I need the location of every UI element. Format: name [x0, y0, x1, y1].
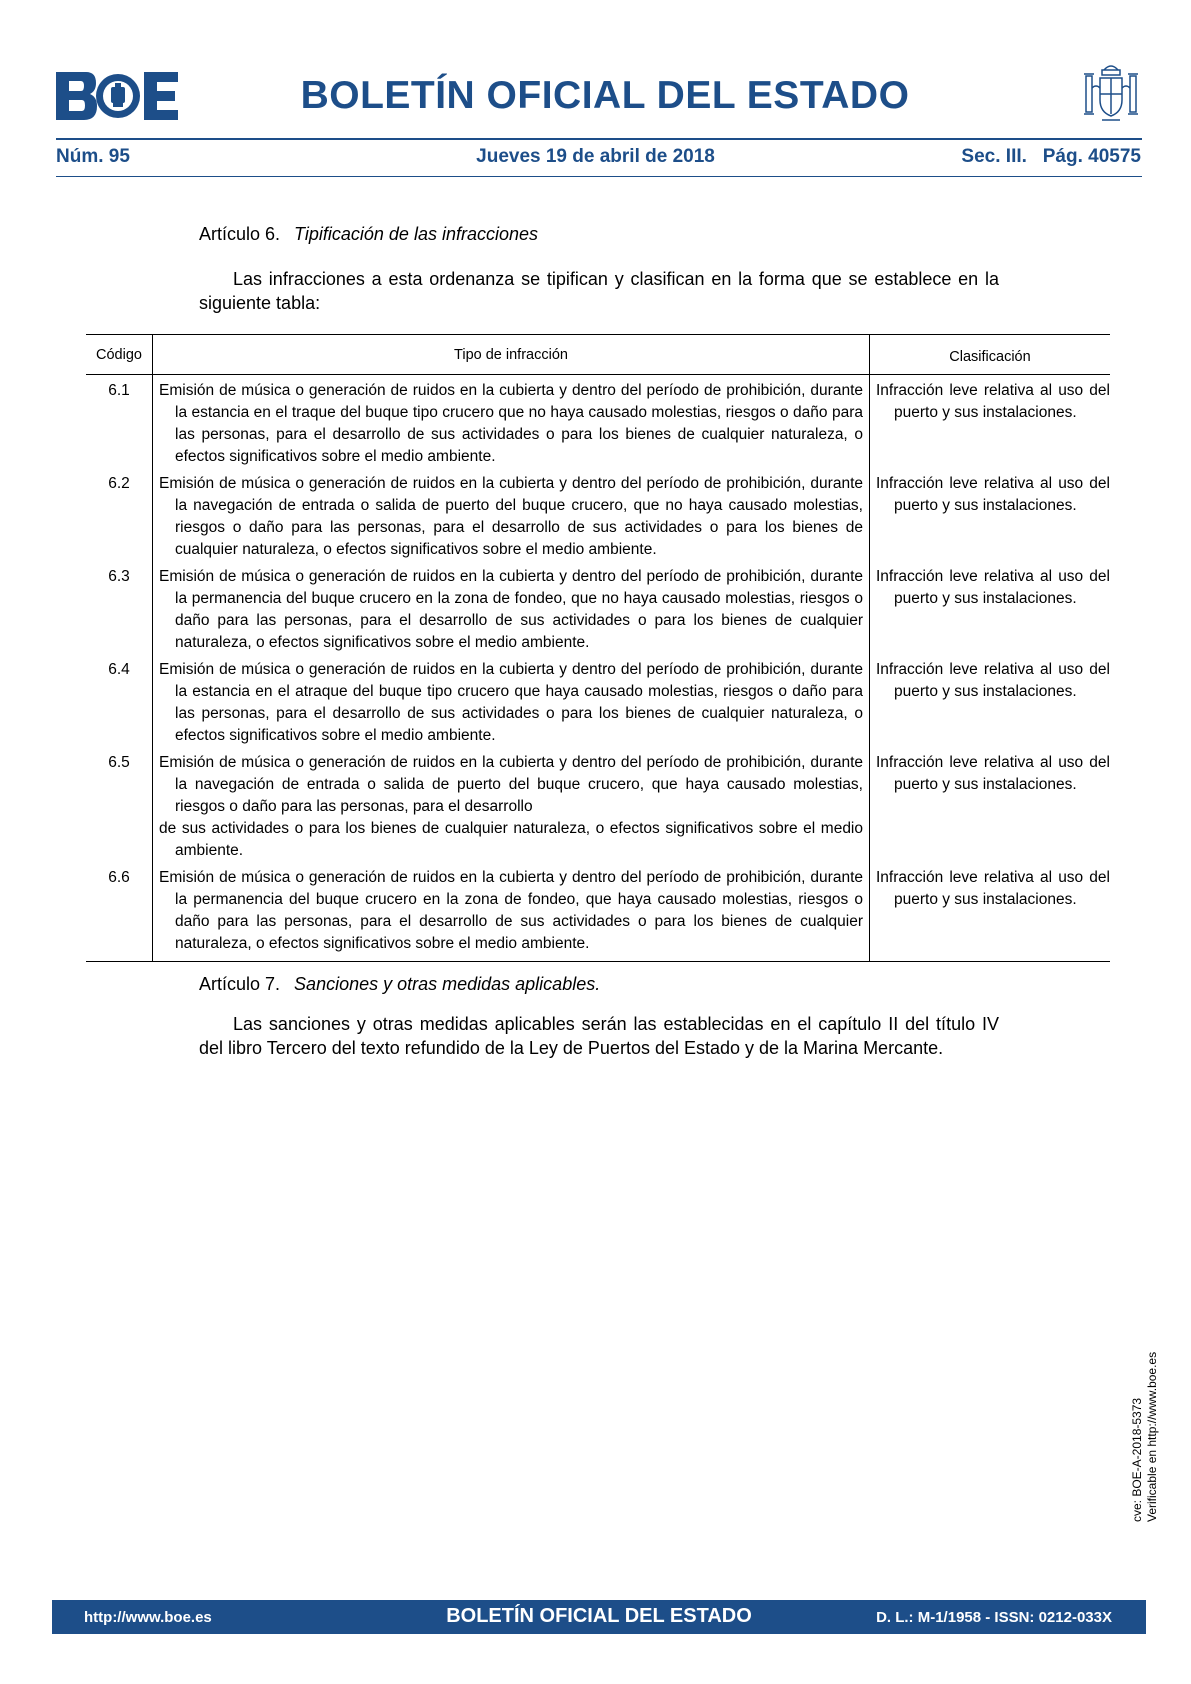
header-type: Tipo de infracción [153, 335, 870, 375]
issue-number: Núm. 95 [56, 146, 130, 167]
row-description: Emisión de música o generación de ruidos en la cubierta y dentro del período de prohibición, durante la navegación de entrada o salida de puerto del buque crucero, que haya causado molestias, riesgos o daño para las personas, para el desarrollo [159, 754, 863, 815]
section-page [961, 146, 1141, 168]
article-6-label: Artículo 6. [199, 224, 281, 244]
section: Sec. III. [961, 146, 1027, 167]
table-header-row [86, 335, 1110, 375]
table-row [86, 654, 1110, 747]
table-row [86, 561, 1110, 654]
row-description-continued: de sus actividades o para los bienes de cualquier naturaleza, o efectos significativos sobre el medio ambiente. [159, 820, 863, 859]
page-title: BOLETÍN OFICIAL DEL ESTADO [300, 74, 910, 117]
row-code: 6.1 [86, 375, 153, 469]
row-classification: Infracción leve relativa al uso del puerto y sus instalaciones. [876, 754, 1110, 793]
issue-date: Jueves 19 de abril de 2018 [476, 146, 715, 167]
row-code: 6.4 [86, 654, 153, 747]
table-row [86, 375, 1110, 469]
row-code: 6.3 [86, 561, 153, 654]
row-classification: Infracción leve relativa al uso del puerto y sus instalaciones. [876, 568, 1110, 607]
verify-url: Verificable en http://www.boe.es [1145, 1351, 1159, 1522]
article-7-label: Artículo 7. [199, 974, 281, 994]
meta-rule [56, 176, 1142, 177]
row-description: Emisión de música o generación de ruidos en la cubierta y dentro del período de prohibición, durante la estancia en el atraque del buque tipo crucero que haya causado molestias, riesgos o daño para las personas, para el desarrollo de sus actividades o para los bienes de cualquier naturaleza, o efectos significativos sobre el medio ambiente. [159, 661, 863, 744]
table-row [86, 862, 1110, 962]
row-description: Emisión de música o generación de ruidos en la cubierta y dentro del período de prohibición, durante la navegación de entrada o salida de puerto del buque crucero, que no haya causado molestias, riesgos o daño para las personas, para el desarrollo de sus actividades o para los bienes de cualquier naturaleza, o efectos significativos sobre el medio ambiente. [159, 475, 863, 558]
row-description: Emisión de música o generación de ruidos en la cubierta y dentro del período de prohibición, durante la estancia en el traque del buque tipo crucero que no haya causado molestias, riesgos o daño para las personas, para el desarrollo de sus actividades o para los bienes de cualquier naturaleza, o efectos significativos sobre el medio ambiente. [159, 382, 863, 465]
row-classification: Infracción leve relativa al uso del puerto y sus instalaciones. [876, 475, 1110, 514]
infractions-table [86, 334, 1110, 962]
coat-of-arms-icon [1082, 60, 1140, 128]
row-code: 6.2 [86, 468, 153, 561]
table-row [86, 747, 1110, 862]
article-6-intro: Las infracciones a esta ordenanza se tipifican y clasifican en la forma que se establece en la siguiente tabla: [199, 269, 999, 313]
row-code: 6.5 [86, 747, 153, 862]
row-classification: Infracción leve relativa al uso del puerto y sus instalaciones. [876, 661, 1110, 700]
article-7-heading [199, 974, 600, 995]
article-6-heading [199, 224, 538, 245]
header-classification: Clasificación [870, 335, 1111, 375]
page-number: Pág. 40575 [1042, 146, 1141, 167]
row-code: 6.6 [86, 862, 153, 962]
footer-title: BOLETÍN OFICIAL DEL ESTADO [446, 1605, 752, 1627]
boe-logo-icon [56, 72, 178, 120]
footer-legal: D. L.: M-1/1958 - ISSN: 0212-033X [876, 1609, 1112, 1626]
footer-bar [52, 1600, 1146, 1634]
article-6-title: Tipificación de las infracciones [294, 224, 539, 244]
footer-url-link[interactable]: http://www.boe.es [84, 1609, 212, 1626]
table-row [86, 468, 1110, 561]
header-code: Código [86, 335, 153, 375]
row-description: Emisión de música o generación de ruidos en la cubierta y dentro del período de prohibición, durante la permanencia del buque crucero en la zona de fondeo, que no haya causado molestias, riesgos o daño para las personas, para el desarrollo de sus actividades o para los bienes de cualquier naturaleza, o efectos significativos sobre el medio ambiente. [159, 568, 863, 651]
cve-code: cve: BOE-A-2018-5373 [1130, 1397, 1144, 1522]
article-7-title: Sanciones y otras medidas aplicables. [294, 974, 601, 994]
cve-sidebar [1130, 1352, 1160, 1522]
row-description: Emisión de música o generación de ruidos en la cubierta y dentro del período de prohibición, durante la permanencia del buque crucero en la zona de fondeo, que haya causado molestias, riesgos o daño para las personas, para el desarrollo de sus actividades o para los bienes de cualquier naturaleza, o efectos significativos sobre el medio ambiente. [159, 869, 863, 952]
header-rule [56, 138, 1142, 140]
article-7-text: Las sanciones y otras medidas aplicables serán las establecidas en el capítulo II del título IV del libro Tercero del texto refundido de la Ley de Puertos del Estado y de la Marina Mercante. [199, 1014, 999, 1058]
row-classification: Infracción leve relativa al uso del puerto y sus instalaciones. [876, 869, 1110, 908]
row-classification: Infracción leve relativa al uso del puerto y sus instalaciones. [876, 382, 1110, 421]
